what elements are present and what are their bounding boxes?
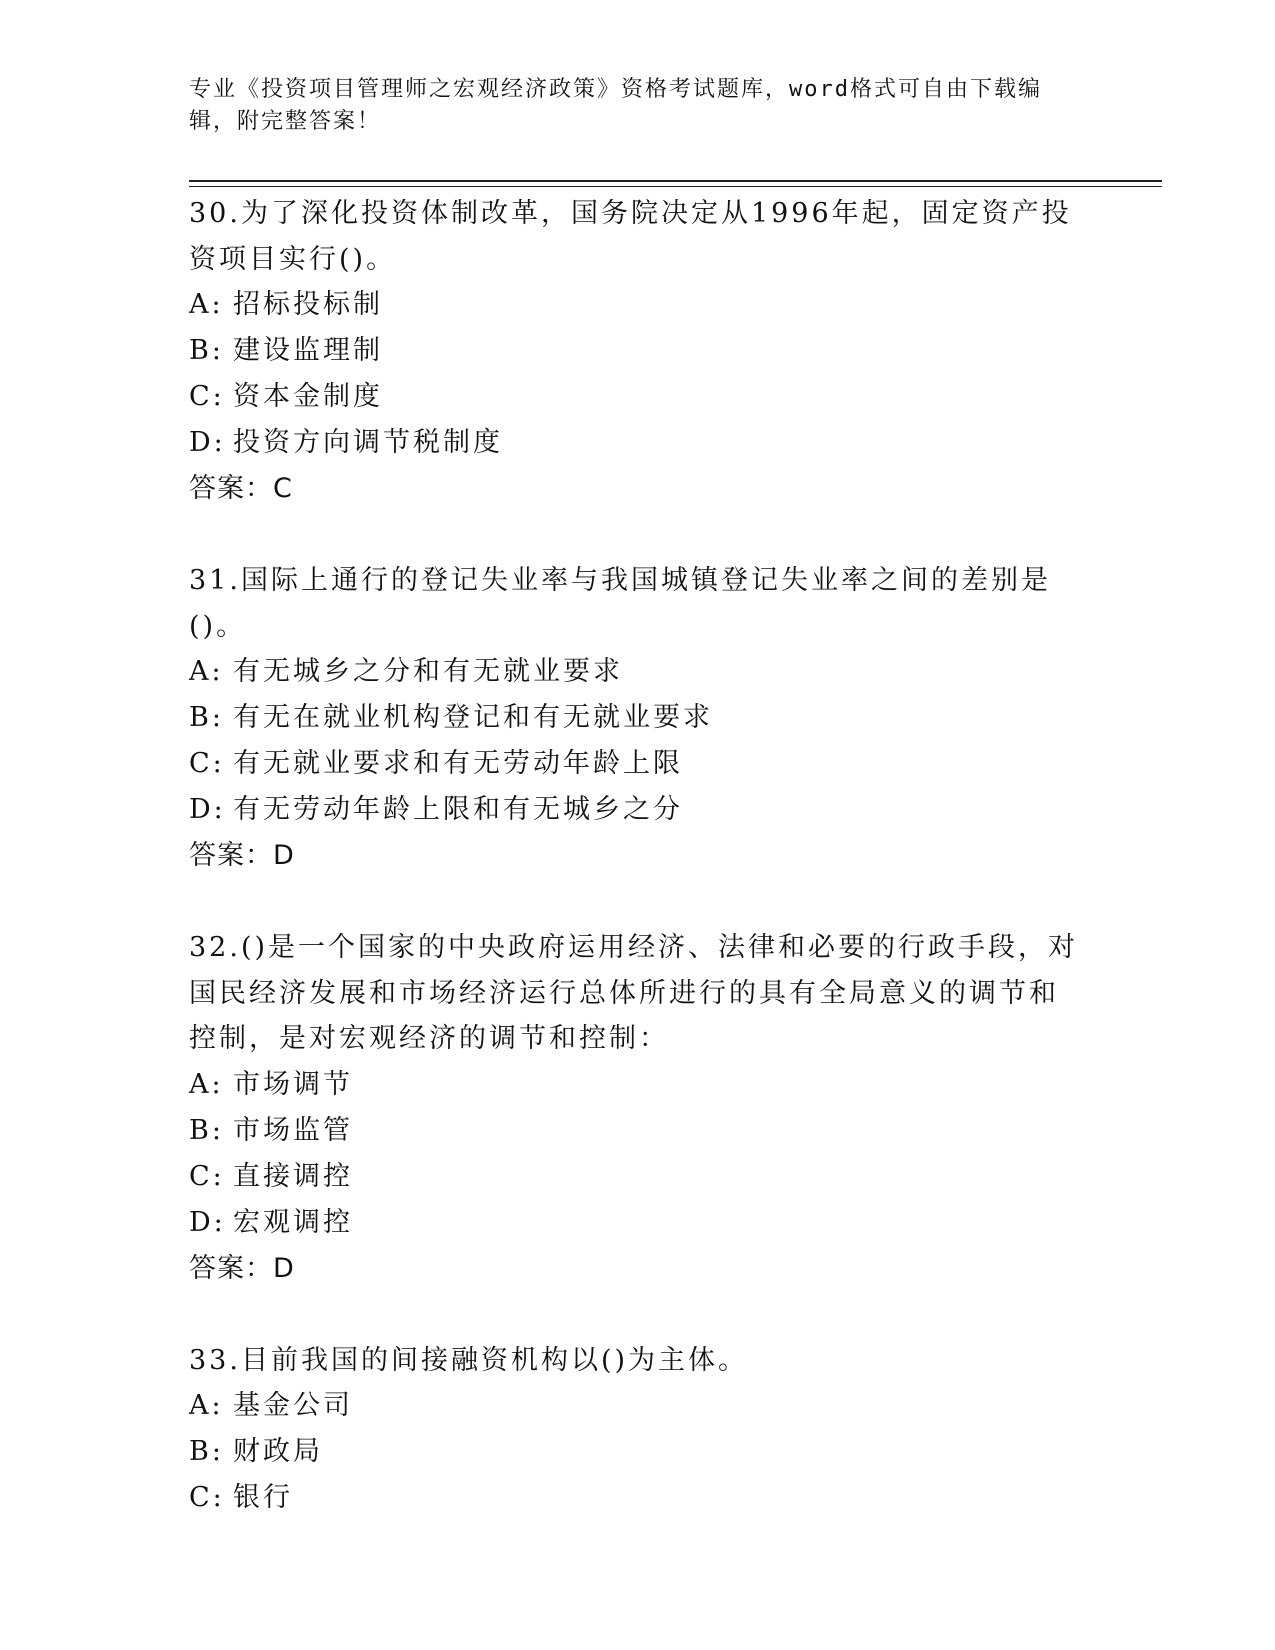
header-rule-thin [189,186,1162,187]
option-text: 市场监管 [233,1114,353,1146]
option-letter: B: [189,702,224,733]
option-b [189,695,1089,741]
option-letter: C: [189,1482,225,1513]
option-text: 投资方向调节税制度 [233,427,503,458]
option-c [189,374,1089,420]
option-text: 招标投标制 [233,289,383,320]
option-text: 宏观调控 [233,1206,353,1238]
header-rule-thick [189,180,1162,182]
option-letter: A: [189,1390,224,1421]
option-c [189,741,1089,787]
option-a [189,649,1089,695]
option-d [189,420,1089,466]
option-text: 有无就业要求和有无劳动年龄上限 [233,748,683,779]
option-a [189,1383,1089,1429]
option-letter: B: [189,335,224,366]
question-30 [189,191,1089,512]
option-text: 有无城乡之分和有无就业要求 [233,656,623,687]
option-text: 市场调节 [233,1068,353,1100]
option-letter: D: [189,427,226,458]
option-b [189,1108,1089,1154]
option-c [189,1475,1089,1521]
option-c [189,1154,1089,1200]
option-a [189,1062,1089,1108]
option-letter: A: [189,656,224,687]
option-letter: D: [189,1206,226,1238]
question-list [189,191,1089,1567]
answer-label: 答案：D [189,1252,295,1284]
document-header: 专业《投资项目管理师之宏观经济政策》资格考试题库，word格式可自由下载编辑，附完整答案！ [189,77,1042,134]
question-stem: 32.()是一个国家的中央政府运用经济、法律和必要的行政手段，对国民经济发展和市场经济运行总体所进行的具有全局意义的调节和控制，是对宏观经济的调节和控制： [189,932,1079,1054]
option-text: 基金公司 [233,1390,353,1421]
option-letter: A: [189,289,224,320]
option-letter: D: [189,794,226,825]
option-text: 有无在就业机构登记和有无就业要求 [233,702,713,733]
option-letter: B: [189,1114,224,1146]
question-stem: 30.为了深化投资体制改革，国务院决定从1996年起，固定资产投资项目实行()。 [189,198,1072,275]
option-text: 银行 [233,1482,293,1513]
question-31 [189,558,1089,879]
answer-label: 答案：D [189,840,295,871]
option-letter: A: [189,1068,224,1100]
option-text: 资本金制度 [233,381,383,412]
option-b [189,1429,1089,1475]
option-text: 直接调控 [233,1160,353,1192]
option-letter: B: [189,1436,224,1467]
answer-label: 答案：C [189,473,293,504]
question-stem: 31.国际上通行的登记失业率与我国城镇登记失业率之间的差别是()。 [189,565,1051,642]
question-32 [189,925,1089,1292]
option-text: 财政局 [233,1436,323,1467]
option-letter: C: [189,381,225,412]
option-text: 有无劳动年龄上限和有无城乡之分 [233,794,683,825]
option-d [189,1200,1089,1246]
option-text: 建设监理制 [233,335,383,366]
option-letter: C: [189,1160,225,1192]
option-letter: C: [189,748,225,779]
option-b [189,328,1089,374]
question-33 [189,1338,1089,1522]
question-stem: 33.目前我国的间接融资机构以()为主体。 [189,1344,749,1376]
option-a [189,282,1089,328]
option-d [189,787,1089,833]
